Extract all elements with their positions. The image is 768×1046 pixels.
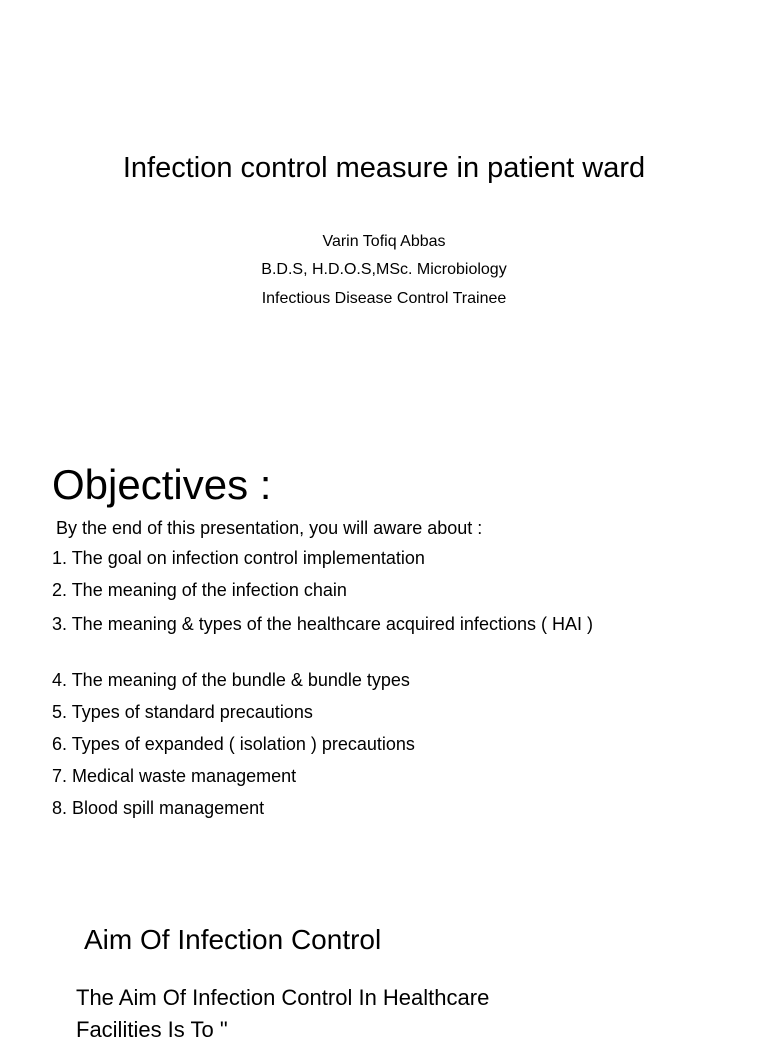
aim-body-text: The Aim Of Infection Control In Healthcare Facilities Is To ": [76, 985, 490, 1042]
objectives-intro: By the end of this presentation, you will aware about :: [56, 518, 483, 538]
presentation-title: Infection control measure in patient ward: [122, 152, 646, 184]
objective-item: 4. The meaning of the bundle & bundle types: [52, 670, 410, 690]
objective-item: 2. The meaning of the infection chain: [52, 580, 347, 600]
objective-item: 5. Types of standard precautions: [52, 702, 313, 722]
objective-item: 3. The meaning & types of the healthcare acquired infections ( HAI ): [52, 614, 593, 634]
aim-slide: [0, 880, 768, 1042]
objective-item: 8. Blood spill management: [52, 798, 265, 818]
author-degrees: B.D.S, H.D.O.S,MSc. Microbiology: [261, 261, 507, 278]
objective-item: 6. Types of expanded ( isolation ) precautions: [52, 734, 415, 754]
objective-item: 7. Medical waste management: [52, 766, 297, 786]
objective-item: 1. The goal on infection control implementation: [52, 548, 425, 568]
aim-heading: Aim Of Infection Control: [84, 924, 382, 955]
objectives-heading: Objectives :: [52, 461, 272, 508]
title-slide: [0, 0, 768, 430]
objectives-slide: [0, 430, 768, 880]
author-role: Infectious Disease Control Trainee: [261, 290, 507, 307]
author-name: Varin Tofiq Abbas: [322, 233, 446, 250]
